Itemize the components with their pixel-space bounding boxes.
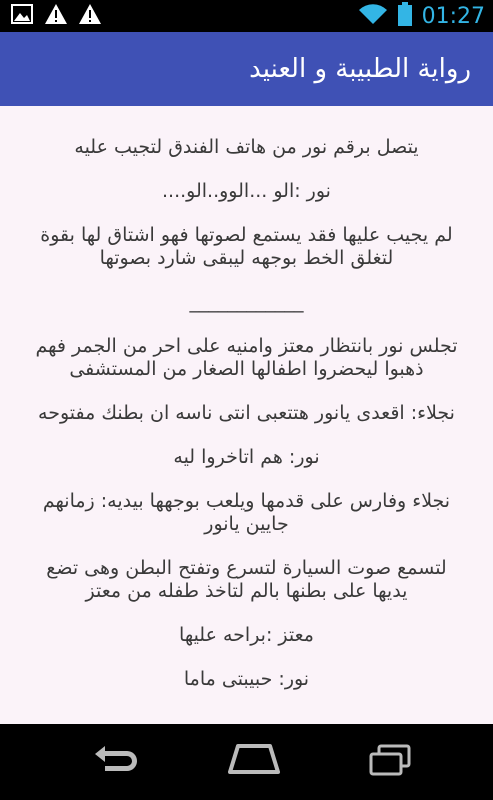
story-paragraph: يتصل برقم نور من هاتف الفندق لتجيب عليه — [74, 136, 419, 158]
system-icons — [358, 0, 485, 32]
story-paragraph: لتسمع صوت السيارة لتسرع وتفتح البطن وهى تضع يديها على بطنها بالم لتاخذ طفله من معتز — [46, 557, 447, 602]
story-content[interactable] — [0, 106, 493, 724]
story-paragraph: تجلس نور بانتظار معتز وامنيه على احر من الجمر فهم ذهبوا ليحضروا اطفالها الصغار من المستشفى — [35, 335, 458, 380]
navigation-bar — [0, 724, 493, 800]
story-paragraph: نجلاء: اقعدى يانور هتتعبى انتى ناسه ان بطنك مفتوحه — [38, 402, 455, 424]
recent-apps-button[interactable] — [360, 738, 420, 786]
story-paragraph: لم يجيب عليها فقد يستمع لصوتها فهو اشتاق لها بقوة لتغلق الخط بوجهه ليبقى شارد بصوتها — [40, 224, 453, 269]
status-bar — [0, 0, 493, 32]
wifi-icon — [358, 3, 388, 29]
story-paragraph: نور: حبيبتى ماما — [183, 668, 310, 690]
story-paragraph: نور: هم اتاخروا ليه — [173, 446, 320, 468]
battery-icon — [398, 2, 412, 30]
image-icon — [10, 3, 34, 29]
separator-line: ____________ — [189, 291, 304, 313]
home-icon — [226, 742, 282, 782]
warning-icon — [78, 3, 102, 29]
status-time: 01:27 — [421, 3, 485, 29]
notification-icons — [10, 4, 102, 28]
app-bar — [0, 32, 493, 106]
back-button[interactable] — [86, 738, 146, 786]
home-button[interactable] — [224, 738, 284, 786]
back-icon — [91, 742, 141, 782]
story-paragraph: معتز :براحه عليها — [179, 624, 314, 646]
story-paragraph: نجلاء وفارس على قدمها ويلعب بوجهها بيديه: زمانهم جايين يانور — [42, 490, 451, 535]
recent-apps-icon — [365, 742, 415, 782]
story-paragraph: نور :الو ...الوو..الو.... — [162, 180, 331, 202]
warning-icon — [44, 3, 68, 29]
story-text — [28, 136, 465, 712]
app-title: رواية الطبيبة و العنيد — [249, 54, 471, 84]
